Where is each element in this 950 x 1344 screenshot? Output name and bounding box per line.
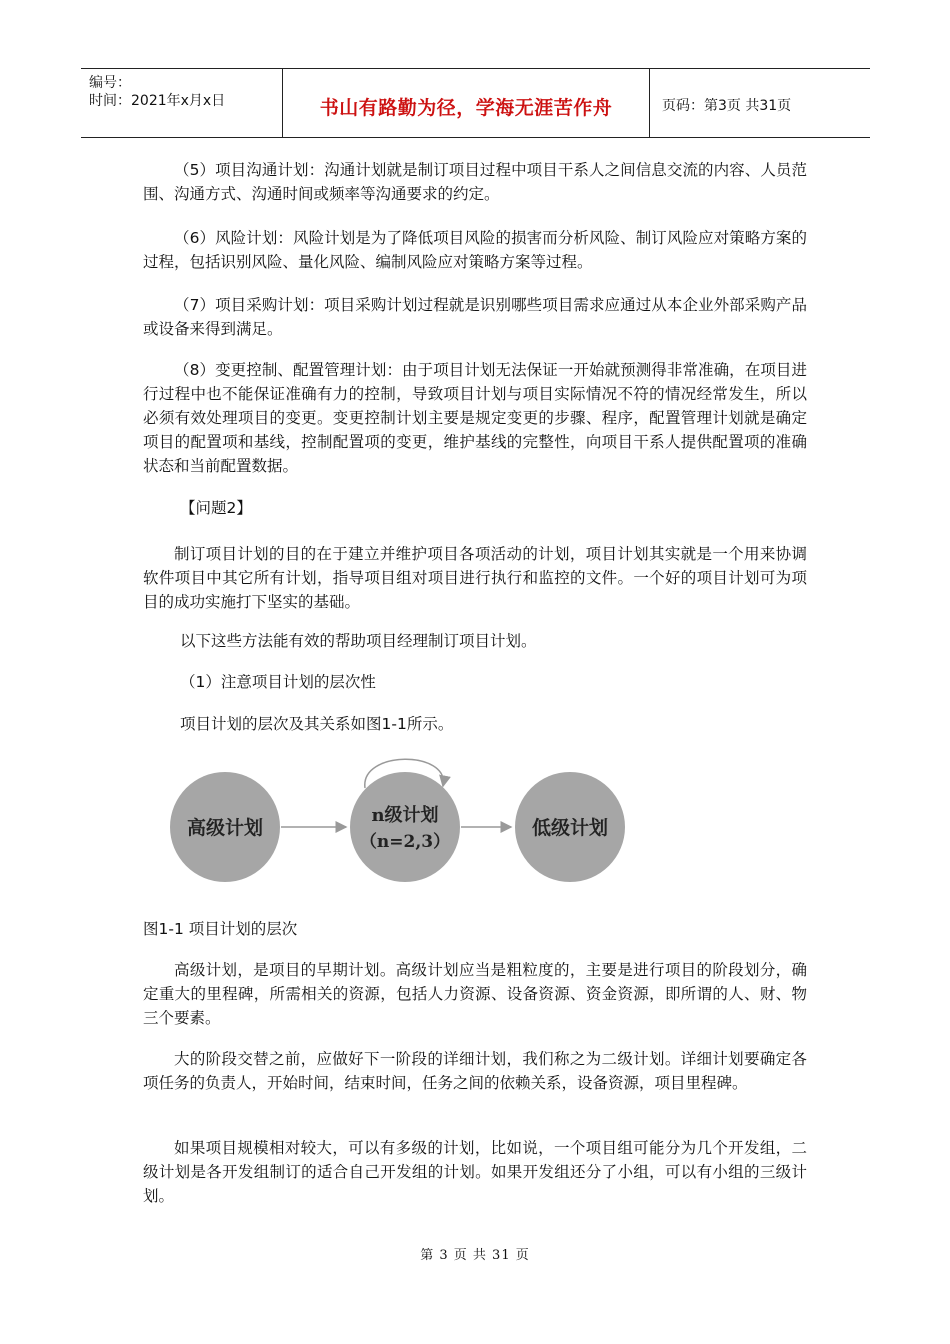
paragraph-levels-intro: 项目计划的层次及其关系如图1-1所示。 <box>180 715 454 733</box>
paragraph-plan-purpose: 制订项目计划的目的在于建立并维护项目各项活动的计划，项目计划其实就是一个用来协调软件项目中其它所有计划，指导项目组对项目进行执行和监控的文件。一个好的项目计划可为项目的成功实施打下坚实的基础。 <box>143 545 807 611</box>
header-motto-cell <box>283 69 650 137</box>
paragraph-high-level-plan: 高级计划，是项目的早期计划。高级计划应当是粗粒度的，主要是进行项目的阶段划分，确定重大的里程碑，所需相关的资源，包括人力资源、设备资源、资金资源，即所谓的人、财、物三个要素。 <box>143 961 807 1027</box>
node-n-label-line2: （n=2,3） <box>359 832 451 852</box>
date-label: 时间：2021年x月x日 <box>89 93 226 109</box>
figure-caption: 图1-1 项目计划的层次 <box>143 920 298 938</box>
header-meta-cell <box>81 69 283 137</box>
motto: 书山有路勤为径，学海无涯苦作舟 <box>319 97 613 119</box>
paragraph-methods-intro: 以下这些方法能有效的帮助项目经理制订项目计划。 <box>180 632 537 650</box>
paragraph-procurement-plan: （7）项目采购计划：项目采购计划过程就是识别哪些项目需求应通过从本企业外部采购产品或设备来得到满足。 <box>143 296 807 338</box>
method-1-heading: （1）注意项目计划的层次性 <box>180 673 376 691</box>
question-2-heading: 【问题2】 <box>180 499 252 517</box>
node-n-label-line1: n级计划 <box>371 805 439 826</box>
node-low-label: 低级计划 <box>531 817 609 839</box>
node-n-circle <box>350 772 460 882</box>
paragraph-communication-plan: （5）项目沟通计划：沟通计划就是制订项目过程中项目干系人之间信息交流的内容、人员范围、沟通方式、沟通时间或频率等沟通要求的约定。 <box>143 161 807 203</box>
paragraph-change-control-plan: （8）变更控制、配置管理计划：由于项目计划无法保证一开始就预测得非常准确，在项目进行过程中也不能保证准确有力的控制，导致项目计划与项目实际情况不符的情况经常发生，所以必须有效处理项目的变更。变更控制计划主要是规定变更的步骤、程序，配置管理计划就是确定项目的配置项和基线，控制配置项的变更，维护基线的完整性，向项目干系人提供配置项的准确状态和当前配置数据。 <box>143 361 807 475</box>
paragraph-multi-level-plan: 如果项目规模相对较大，可以有多级的计划，比如说，一个项目组可能分为几个开发组，二级计划是各开发组制订的适合自己开发组的计划。如果开发组还分了小组，可以有小组的三级计划。 <box>143 1139 807 1205</box>
paragraph-risk-plan: （6）风险计划：风险计划是为了降低项目风险的损害而分析风险、制订风险应对策略方案的过程，包括识别风险、量化风险、编制风险应对策略方案等过程。 <box>143 229 807 271</box>
header-page-number: 页码：第3页 共31页 <box>662 98 792 114</box>
page-footer: 第 3 页 共 31 页 <box>420 1248 530 1263</box>
number-label: 编号： <box>89 75 131 91</box>
paragraph-detail-plan: 大的阶段交替之前，应做好下一阶段的详细计划，我们称之为二级计划。详细计划要确定各项任务的负责人，开始时间，结束时间，任务之间的依赖关系，设备资源，项目里程碑。 <box>143 1050 807 1092</box>
node-high-label: 高级计划 <box>186 817 264 839</box>
header-page-cell <box>650 69 870 137</box>
plan-levels-diagram <box>160 750 660 900</box>
page-header <box>81 68 870 138</box>
